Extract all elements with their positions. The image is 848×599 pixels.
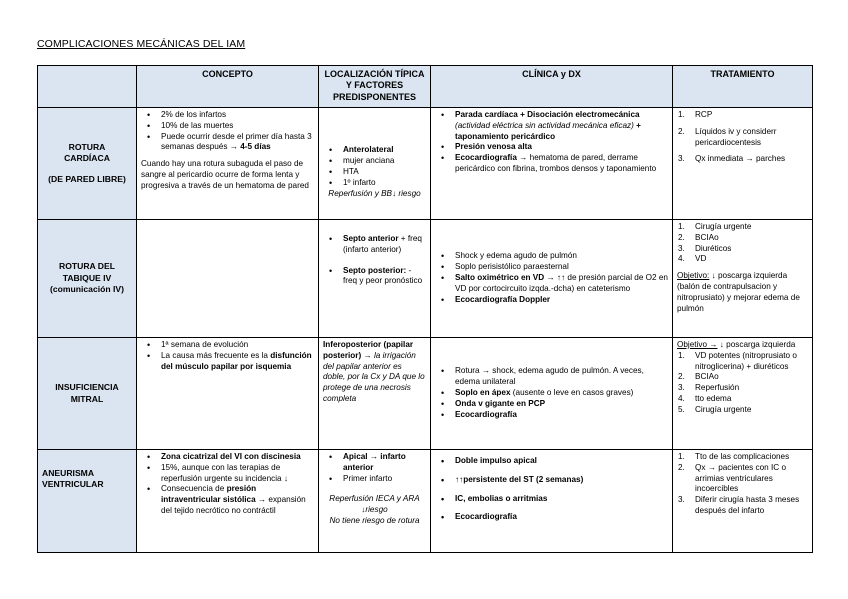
list-item: • 10% de las muertes [161,121,314,132]
list-item: 4. tto edema [678,394,732,404]
list-item: • Soplo en ápex (ausente o leve en casos graves) [455,388,668,399]
row-aneurisma [38,450,813,553]
concepto-rotura-tabique [137,220,319,338]
label-line: VENTRICULAR [42,479,104,490]
label-aneurisma [38,450,137,553]
label-line: TABIQUE IV [62,272,112,283]
list-item: • Ecocardiografía [455,410,668,421]
tratamiento-objetivo: Objetivo: ↓ poscarga izquierda (balón de contrapulsacion y nitroprusiato) y mejorar edema de pulmón [677,271,800,313]
label-line: ROTURA [68,141,106,152]
localizacion-note: Reperfusión y BB↓ riesgo [328,188,421,198]
list-item: 2. BCIAo [678,232,719,242]
tratamiento-rotura-cardiaca [673,108,813,220]
row-rotura-tabique [38,220,813,338]
header-localizacion: LOCALIZACIÓN TÍPICA Y FACTORES PREDISPONENTES [319,66,431,108]
list-item: • HTA [343,167,426,178]
clinica-insuficiencia-mitral [431,338,673,450]
label-rotura-tabique [38,220,137,338]
list-item: 4. VD [678,254,707,264]
label-line: MITRAL [70,393,104,404]
list-item: • Ecocardiografía Doppler [455,295,668,306]
list-item: • Anterolateral [343,145,426,156]
list-item: 3. Diuréticos [678,243,732,253]
label-rotura-cardiaca [38,108,137,220]
list-item: 1. Tto de las complicaciones [678,452,790,461]
list-item: • Zona cicatrizal del VI con discinesia [161,452,314,463]
header-row [38,66,813,108]
clinica-aneurisma [431,450,673,553]
localizacion-rotura-cardiaca [319,108,431,220]
tratamiento-rotura-tabique [673,220,813,338]
list-item: • ↑↑persistente del ST (2 semanas) [455,475,668,486]
list-item: • Parada cardíaca + Disociación electromecánica (actividad eléctrica sin actividad mecánica eficaz) + taponamiento pericárdico [455,110,668,142]
label-insuficiencia-mitral [38,338,137,450]
label-line: CARDÍACA [64,153,110,164]
label-line: ANEURISMA [42,468,95,478]
list-item: • 2% de los infartos [161,110,314,121]
localizacion-insuficiencia-mitral [319,338,431,450]
list-item: • Ecocardiografía → hematoma de pared, derrame pericárdico con fibrina, trombos densos y taponamiento [455,153,668,175]
list-item: • 1º infarto [343,178,426,189]
list-item: • Apical → infarto anterior [343,452,426,474]
list-item: 3. Qx inmediata → parches [678,154,786,164]
list-item: 3. Reperfusión [678,383,740,393]
row-insuficiencia-mitral [38,338,813,450]
list-item: • Septo anterior + freq (infarto anterior) [343,234,426,256]
localizacion-note: No tiene riesgo de rotura [329,516,420,526]
complications-table [37,65,813,553]
list-item: • Presión venosa alta [455,142,668,153]
list-item: • Rotura → shock, edema agudo de pulmón. A veces, edema unilateral [455,366,668,388]
list-item: • La causa más frecuente es la disfunción del músculo papilar por isquemia [161,351,314,373]
list-item: • IC, embolias o arritmias [455,494,668,505]
localizacion-text: Inferoposterior (papilar posterior) → la irrigación del papilar anterior es doble, por la Cx y DA que lo protege de una necrosis completa [323,340,425,404]
list-item: 1. RCP [678,110,713,119]
list-item: 5. Cirugía urgente [678,404,752,414]
localizacion-aneurisma [319,450,431,553]
clinica-rotura-tabique [431,220,673,338]
list-item: • Soplo perisistólico paraesternal [455,262,668,273]
list-item: • Primer infarto [343,474,426,485]
list-item: • Puede ocurrir desde el primer día hasta 3 semanas después → 4-5 días [161,132,314,154]
list-item: 2. Líquidos iv y considerr pericardiocentesis [678,126,777,147]
list-item: • Consecuencia de presión intraventricular sistólica → expansión del tejido necrótico no contráctil [161,484,314,516]
tratamiento-aneurisma [673,450,813,553]
header-clinica: CLÍNICA y DX [431,66,673,108]
list-item: 3. Diferir cirugía hasta 3 meses después del infarto [678,495,800,516]
list-item: • Onda v gigante en PCP [455,399,668,410]
row-rotura-cardiaca [38,108,813,220]
list-item: • 1ª semana de evolución [161,340,314,351]
header-empty [38,66,137,108]
list-item: 1. VD potentes (nitroprusiato o nitroglicerina) + diuréticos [678,350,797,371]
list-item: • Salto oximétrico en VD → ↑↑ de presión parcial de O2 en VD por cortocircuito izqda.-dcha) en cateterismo [455,273,668,295]
list-item: • Doble impulso apical [455,456,668,467]
tratamiento-objetivo: Objetivo → ↓ poscarga izquierda [677,340,796,349]
header-concepto: CONCEPTO [137,66,319,108]
concepto-aneurisma [137,450,319,553]
list-item: • Shock y edema agudo de pulmón [455,251,668,262]
list-item: 2. BCIAo [678,372,719,382]
list-item: 2. Qx → pacientes con IC o arrimias ventriculares incoercibles [678,462,787,494]
concepto-insuficiencia-mitral [137,338,319,450]
concepto-paragraph: Cuando hay una rotura subaguda el paso de sangre al pericardio ocurre de forma lenta y progresiva a través de un hematoma de pared [141,159,309,190]
list-item: • Septo posterior: - freq y peor pronóstico [343,266,426,288]
tratamiento-insuficiencia-mitral [673,338,813,450]
label-line: (comunicación IV) [49,284,124,295]
localizacion-note: Reperfusión IECA y ARA ↓riesgo [329,494,420,515]
list-item: • 15%, aunque con las terapias de reperfusión urgente su incidencia ↓ [161,463,314,485]
label-line: (DE PARED LIBRE) [48,173,126,184]
list-item: • Ecocardiografía [455,512,668,523]
list-item: 1. Cirugía urgente [678,222,752,231]
label-line: INSUFICIENCIA [55,382,119,393]
list-item: • mujer anciana [343,156,426,167]
localizacion-rotura-tabique [319,220,431,338]
clinica-rotura-cardiaca [431,108,673,220]
concepto-rotura-cardiaca [137,108,319,220]
page-title: COMPLICACIONES MECÁNICAS DEL IAM [37,38,246,50]
header-tratamiento: TRATAMIENTO [673,66,813,108]
label-line: ROTURA DEL [58,261,115,272]
